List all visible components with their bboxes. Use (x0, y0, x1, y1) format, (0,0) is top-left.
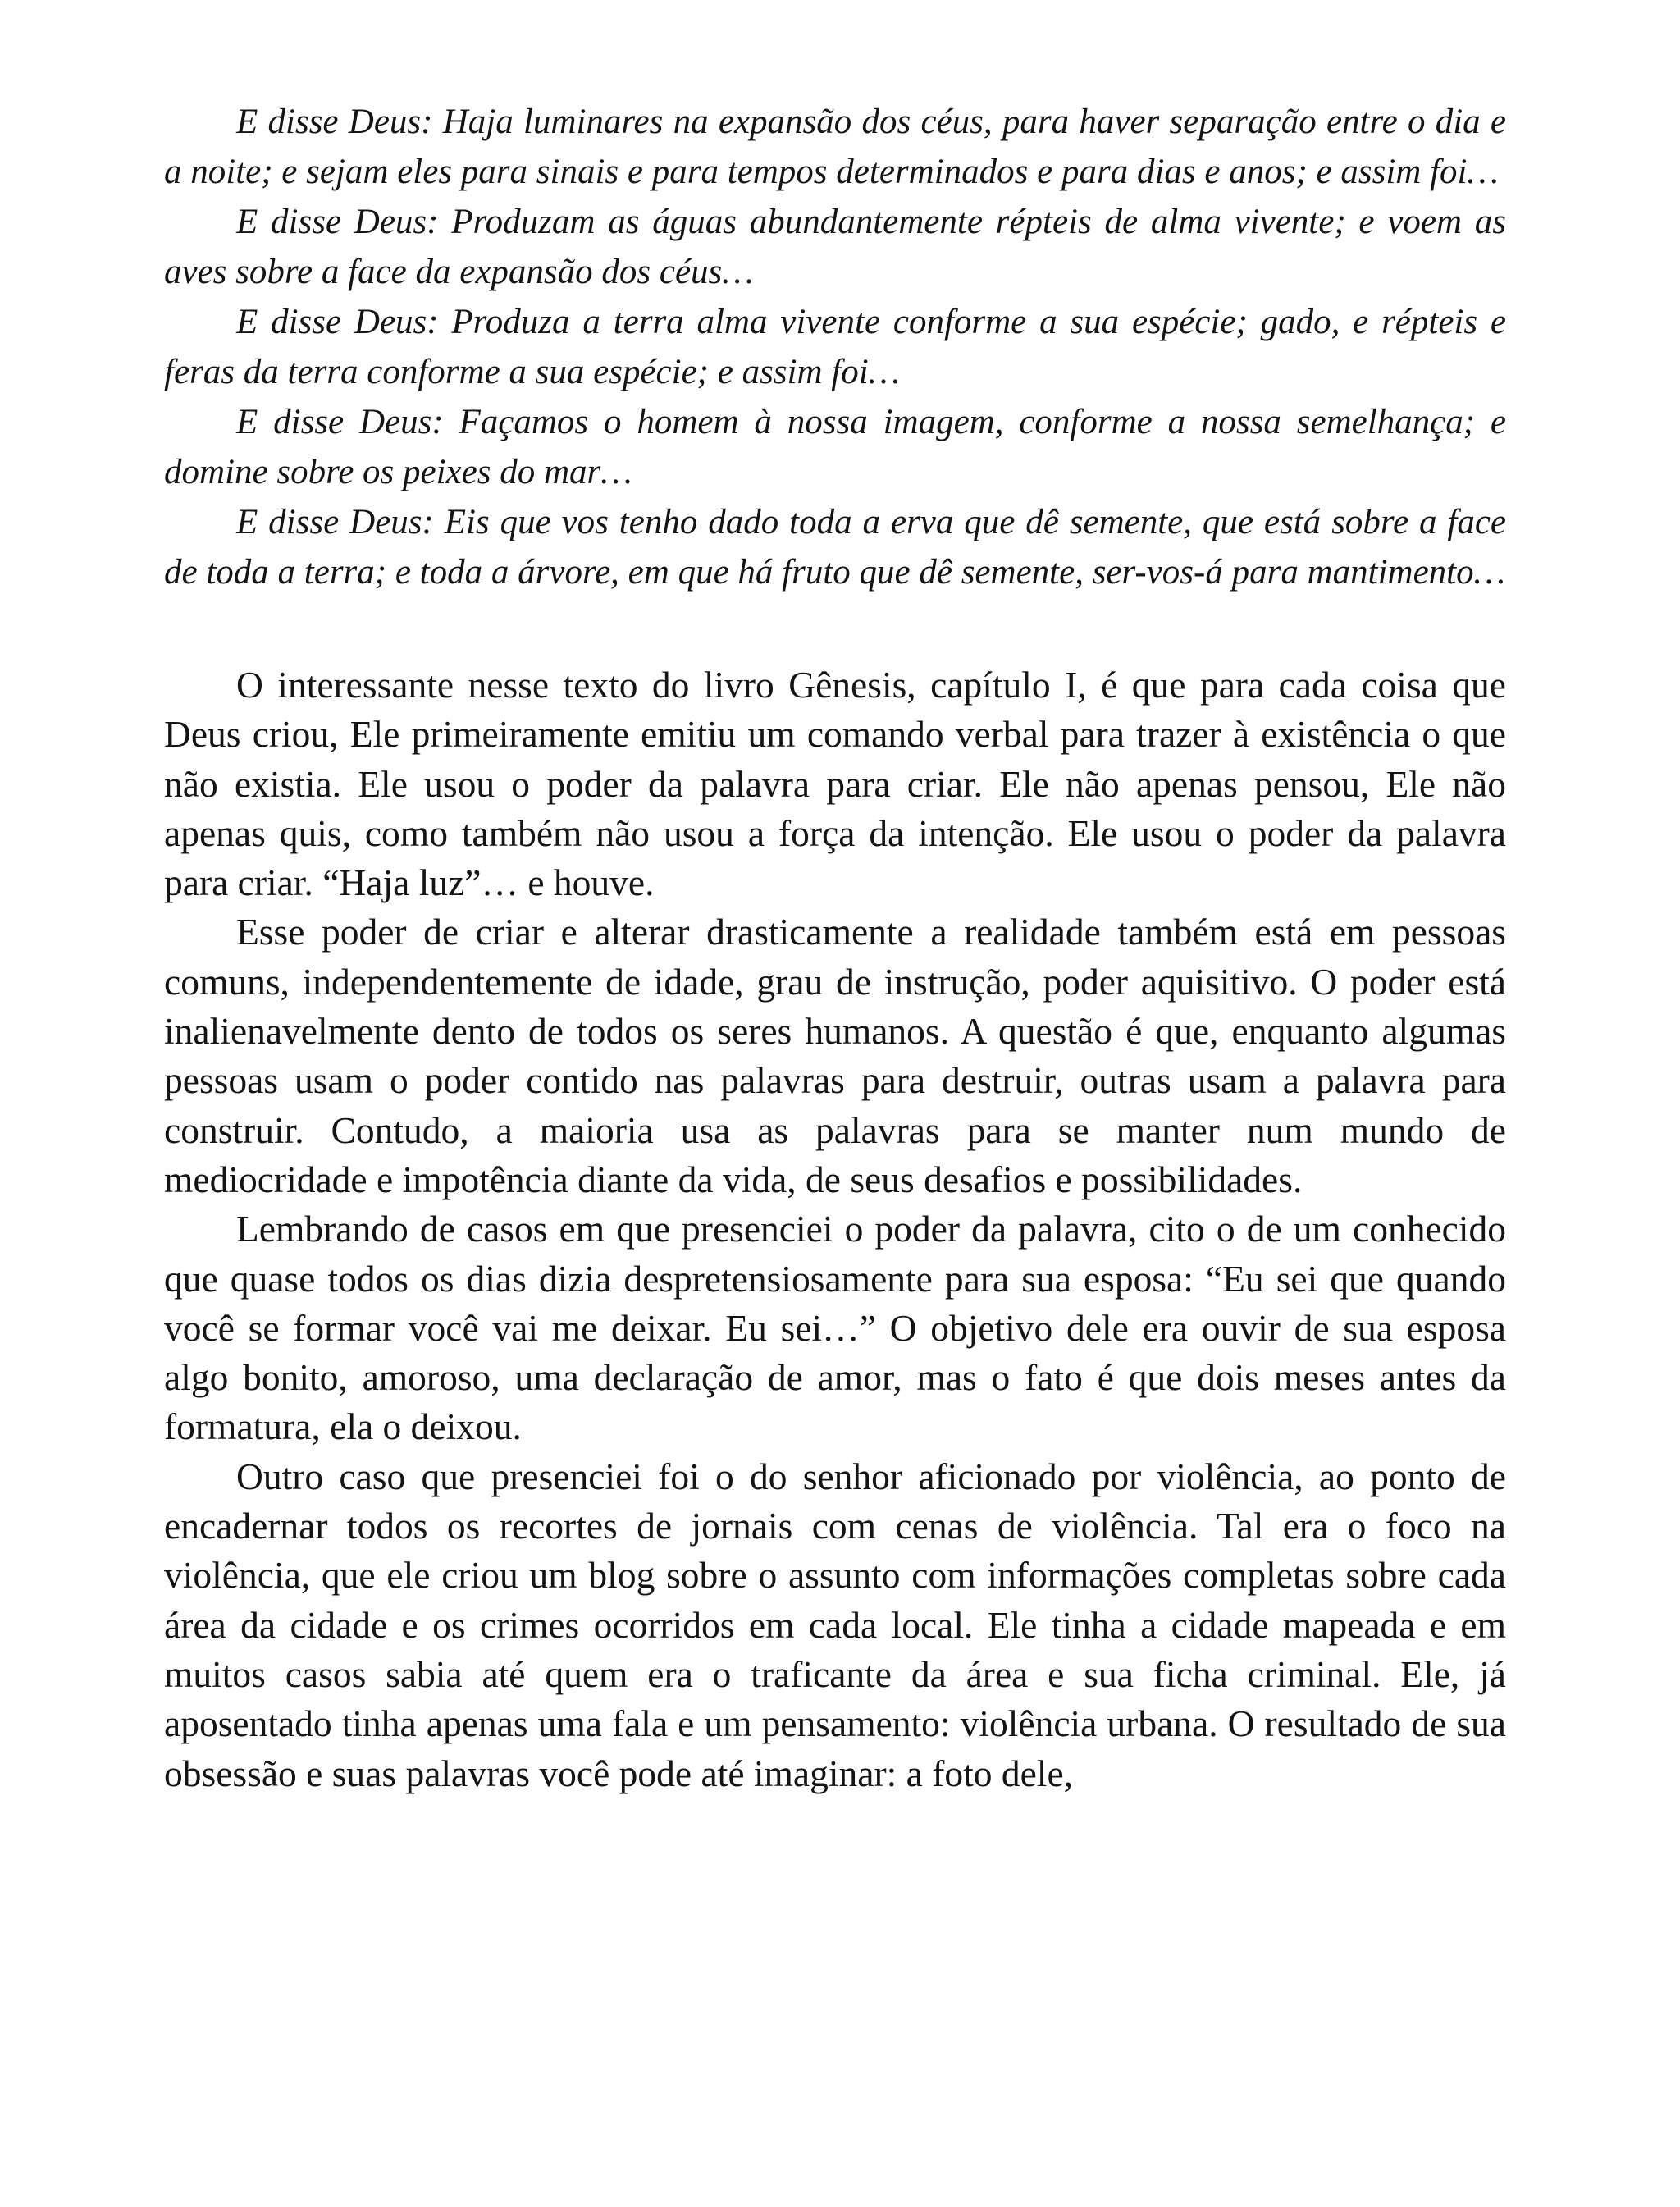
body-paragraph: Outro caso que presenciei foi o do senhor aficionado por violência, ao ponto de encadernar todos os recortes de jornais com cenas de violência. Tal era o foco na violência, que ele criou um blog sobre o assunto com informações completas sobre cada área da cidade e os crimes ocorridos em cada local. Ele tinha a cidade mapeada e em muitos casos sabia até quem era o traficante da área e sua ficha criminal. Ele, já aposentado tinha apenas uma fala e um pensamento: violência urbana. O resultado de sua obsessão e suas palavras você pode até imaginar: a foto dele, (164, 1455, 1506, 1794)
scripture-verse: E disse Deus: Façamos o homem à nossa imagem, conforme a nossa semelhança; e domine sobre os peixes do mar… (164, 403, 1506, 491)
document-page (164, 97, 1506, 1798)
scripture-verse: E disse Deus: Eis que vos tenho dado toda a erva que dê semente, que está sobre a face de toda a terra; e toda a árvore, em que há fruto que dê semente, ser-vos-á para mantimento… (164, 503, 1506, 592)
scripture-verse: E disse Deus: Haja luminares na expansão dos céus, para haver separação entre o dia e a noite; e sejam eles para sinais e para tempos determinados e para dias e anos; e assim foi… (164, 103, 1506, 191)
scripture-verse: E disse Deus: Produzam as águas abundantemente répteis de alma vivente; e voem as aves sobre a face da expansão dos céus… (164, 203, 1506, 291)
body-paragraph: O interessante nesse texto do livro Gênesis, capítulo I, é que para cada coisa que Deus criou, Ele primeiramente emitiu um comando verbal para trazer à existência o que não existia. Ele usou o poder da palavra para criar. Ele não apenas pensou, Ele não apenas quis, como também não usou a força da intenção. Ele usou o poder da palavra para criar. “Haja luz”… e houve. (164, 664, 1506, 904)
body-text (164, 660, 1506, 1798)
body-paragraph: Esse poder de criar e alterar drasticamente a realidade também está em pessoas comuns, independentemente de idade, grau de instrução, poder aquisitivo. O poder está inalienavelmente dento de todos os seres humanos. A questão é que, enquanto algumas pessoas usam o poder contido nas palavras para destruir, outras usam a palavra para construir. Contudo, a maioria usa as palavras para se manter num mundo de mediocridade e impotência diante da vida, de seus desafios e possibilidades. (164, 911, 1506, 1200)
scripture-quote-block (164, 97, 1506, 597)
body-paragraph: Lembrando de casos em que presenciei o poder da palavra, cito o de um conhecido que quase todos os dias dizia despretensiosamente para sua esposa: “Eu sei que quando você se formar você vai me deixar. Eu sei…” O objetivo dele era ouvir de sua esposa algo bonito, amoroso, uma declaração de amor, mas o fato é que dois meses antes da formatura, ela o deixou. (164, 1208, 1506, 1448)
scripture-verse: E disse Deus: Produza a terra alma vivente conforme a sua espécie; gado, e répteis e feras da terra conforme a sua espécie; e assim foi… (164, 303, 1506, 391)
